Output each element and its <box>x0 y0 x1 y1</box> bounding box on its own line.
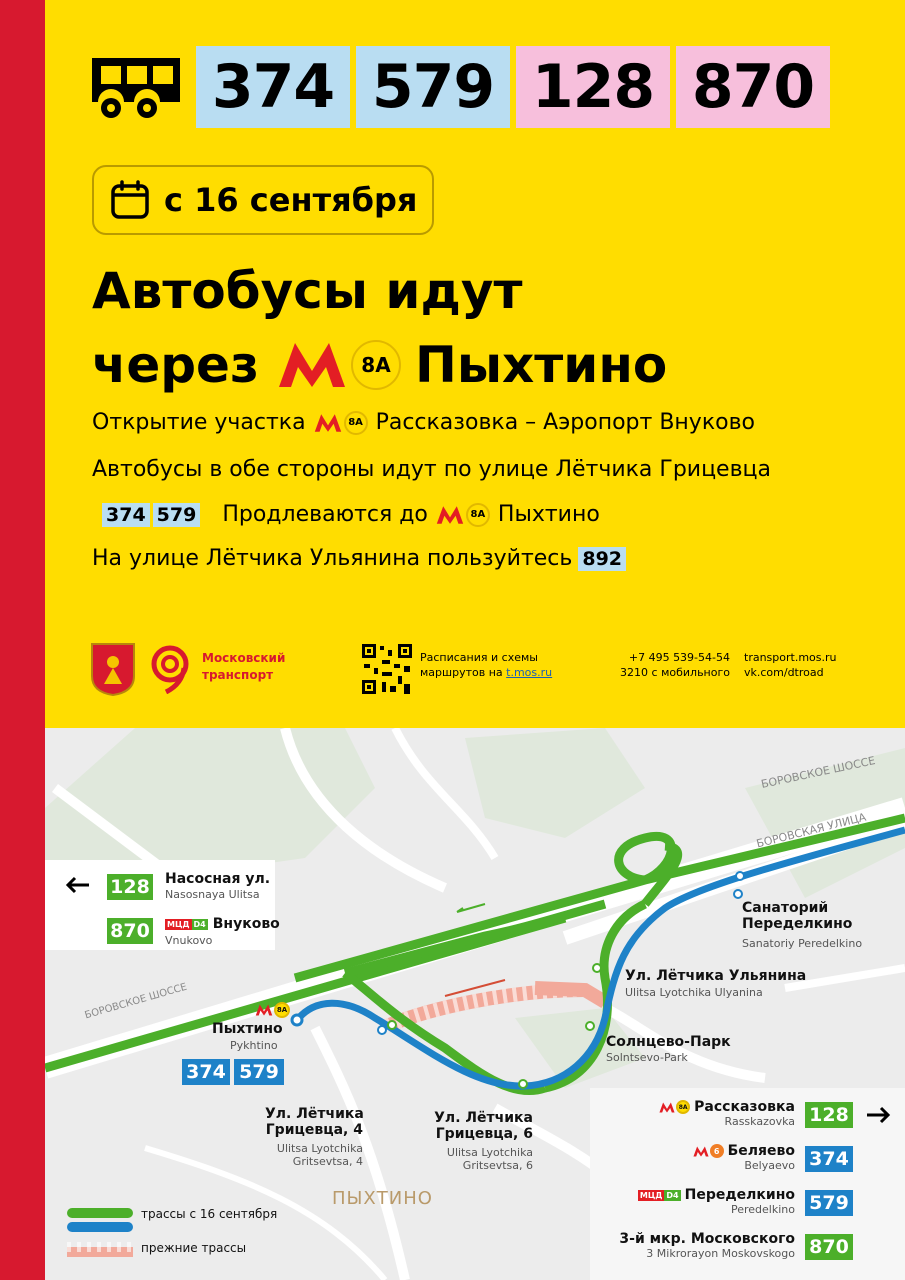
brand-line-1: Московский <box>202 651 286 665</box>
stop-sanatoriy <box>742 900 852 932</box>
stop-sanatoriy-latin: Sanatoriy Peredelkino <box>742 937 863 950</box>
arrow-right-icon <box>865 1106 891 1124</box>
route-chip-128: 128 <box>107 874 153 900</box>
dest-peredelkino-latin: Peredelkino <box>731 1203 795 1217</box>
red-side-bar <box>0 0 45 1280</box>
info-line-3-station: Пыхтино <box>497 502 600 527</box>
metro-logo-icon <box>255 1004 273 1016</box>
stop-gritsevtsa-4-latin-1: Ulitsa Lyotchika <box>276 1142 363 1155</box>
stop-gritsevtsa-4-line-2: Грицевца, 4 <box>265 1122 363 1139</box>
site-link[interactable]: transport.mos.ru <box>744 651 837 664</box>
metro-logo-icon <box>277 341 347 389</box>
metro-logo-icon <box>314 413 342 433</box>
info-line-1 <box>92 410 755 435</box>
dest-vnukovo-latin: Vnukovo <box>165 934 213 947</box>
dest-belyaevo-name: Беляево <box>727 1143 795 1159</box>
phone-block <box>614 650 730 681</box>
stop-pykhtino: Пыхтино <box>212 1021 283 1037</box>
qr-caption-line-2: маршрутов на <box>420 666 503 680</box>
headline-via: через <box>92 336 259 394</box>
date-label: с 16 сентября <box>164 181 418 219</box>
stop-pykhtino-metro <box>255 1002 290 1018</box>
moscow-transport-logo-icon <box>148 644 192 694</box>
dest-nasosnaya: Насосная ул. <box>165 871 271 887</box>
stop-ulyanina: Ул. Лётчика Ульянина <box>625 968 807 984</box>
phone-mobile: 3210 с мобильного <box>620 666 730 680</box>
route-chip-374: 374 <box>805 1146 853 1172</box>
web-block <box>744 650 837 681</box>
info-line-4 <box>92 546 626 571</box>
stop-gritsevtsa-6-latin <box>431 1146 533 1172</box>
district-label: ПЫХТИНО <box>332 1188 433 1209</box>
qr-caption <box>420 650 552 681</box>
dest-peredelkino <box>605 1187 795 1216</box>
info-line-3-text: Продлеваются до <box>222 502 428 527</box>
vk-link[interactable]: vk.com/dtroad <box>744 666 824 680</box>
info-line-2: Автобусы в обе стороны идут по улице Лётчика Грицевца <box>92 457 772 482</box>
dest-vnukovo-name: Внуково <box>212 916 280 932</box>
route-chip-579: 579 <box>153 503 201 527</box>
route-chip-870: 870 <box>107 918 153 944</box>
mcd-line-badge: D4 <box>666 1190 679 1200</box>
stop-gritsevtsa-6-latin-1: Ulitsa Lyotchika <box>446 1146 533 1159</box>
brand-name <box>202 650 285 684</box>
brand-line-2: транспорт <box>202 667 274 682</box>
metro-logo-icon <box>436 505 464 525</box>
dest-moskovsky <box>585 1231 795 1260</box>
metro-line-8a-badge: 8А <box>676 1100 690 1114</box>
info-line-3 <box>92 502 600 527</box>
dest-belyaevo <box>605 1143 795 1172</box>
stop-solntsevo-park: Солнцево-Парк <box>606 1034 731 1050</box>
headline-line1: Автобусы идут <box>92 262 523 320</box>
route-chip-128: 128 <box>805 1102 853 1128</box>
moscow-coat-of-arms-icon <box>90 642 136 696</box>
stop-ulyanina-latin: Ulitsa Lyotchika Ulyanina <box>625 986 763 999</box>
route-chip-579: 579 <box>805 1190 853 1216</box>
stop-gritsevtsa-4-latin <box>263 1142 363 1168</box>
road-label-borovskoe-left: БОРОВСКОЕ ШОССЕ <box>83 981 189 1022</box>
dest-moskovsky-latin: 3 Mikrorayon Moskovskogo <box>646 1247 795 1261</box>
route-box-128: 128 <box>516 46 670 128</box>
stop-pykhtino-latin: Pykhtino <box>230 1039 278 1052</box>
route-chip-374: 374 <box>102 503 150 527</box>
route-box-870: 870 <box>676 46 830 128</box>
metro-line-6-badge: 6 <box>710 1144 724 1158</box>
legend-new-routes: трассы с 16 сентября <box>141 1207 278 1221</box>
route-chip-892: 892 <box>578 547 626 571</box>
phone-number[interactable]: +7 495 539-54-54 <box>628 651 730 664</box>
dest-nasosnaya-latin: Nasosnaya Ulitsa <box>165 888 260 901</box>
metro-line-8a-badge: 8А <box>344 411 368 435</box>
stop-gritsevtsa-6 <box>433 1110 533 1142</box>
metro-logo-icon <box>659 1102 675 1113</box>
metro-line-8a-badge: 8А <box>274 1002 290 1018</box>
stop-gritsevtsa-6-latin-2: Gritsevtsa, 6 <box>462 1159 533 1173</box>
date-badge <box>92 165 434 235</box>
dest-rasskazovka-name: Рассказовка <box>694 1099 795 1115</box>
metro-line-8a-badge: 8А <box>466 503 490 527</box>
mcd-badge: МЦД <box>167 919 190 929</box>
road-label-borovskoe-top: БОРОВСКОЕ ШОССЕ <box>759 754 877 791</box>
stop-sanatoriy-line-2: Переделкино <box>742 916 853 933</box>
headline-station: Пыхтино <box>415 336 668 394</box>
dest-belyaevo-latin: Belyaevo <box>744 1159 795 1173</box>
legend-old-routes: прежние трассы <box>141 1241 247 1255</box>
arrow-left-icon <box>65 876 91 894</box>
dest-peredelkino-name: Переделкино <box>684 1187 795 1203</box>
route-map <box>45 728 905 1280</box>
qr-code-icon[interactable] <box>360 642 414 696</box>
qr-caption-line-1: Расписания и схемы <box>420 651 538 664</box>
mcd-line-badge: D4 <box>193 919 206 929</box>
dest-rasskazovka-latin: Rasskazovka <box>724 1115 795 1129</box>
route-chip-870: 870 <box>805 1234 853 1260</box>
stop-gritsevtsa-4 <box>265 1106 363 1138</box>
stop-gritsevtsa-4-latin-2: Gritsevtsa, 4 <box>292 1155 363 1169</box>
dest-rasskazovka <box>605 1099 795 1128</box>
route-chip-579: 579 <box>234 1059 284 1085</box>
info-line-1-prefix: Открытие участка <box>92 410 306 435</box>
metro-line-8a-badge: 8А <box>351 340 401 390</box>
bus-icon <box>88 52 184 128</box>
info-line-4-text: На улице Лётчика Ульянина пользуйтесь <box>92 546 573 571</box>
dest-moskovsky-name: 3-й мкр. Московского <box>619 1231 795 1247</box>
dest-vnukovo <box>165 916 280 932</box>
stop-gritsevtsa-6-line-1: Ул. Лётчика <box>434 1110 533 1126</box>
headline-line2 <box>92 336 668 394</box>
route-chip-374: 374 <box>182 1059 230 1085</box>
stop-gritsevtsa-4-line-1: Ул. Лётчика <box>265 1106 364 1122</box>
calendar-icon <box>110 180 150 220</box>
route-box-374: 374 <box>196 46 350 128</box>
road-label-borovskaya: БОРОВСКАЯ УЛИЦА <box>755 810 868 851</box>
tmos-link[interactable]: t.mos.ru <box>506 666 553 680</box>
stop-sanatoriy-line-1: Санаторий <box>742 900 829 916</box>
stop-gritsevtsa-6-line-2: Грицевца, 6 <box>435 1126 533 1143</box>
metro-logo-icon <box>693 1146 709 1157</box>
stop-solntsevo-park-latin: Solntsevo-Park <box>606 1051 688 1064</box>
route-box-579: 579 <box>356 46 510 128</box>
info-line-1-suffix: Рассказовка – Аэропорт Внуково <box>375 410 756 435</box>
mcd-badge: МЦД <box>639 1190 663 1200</box>
